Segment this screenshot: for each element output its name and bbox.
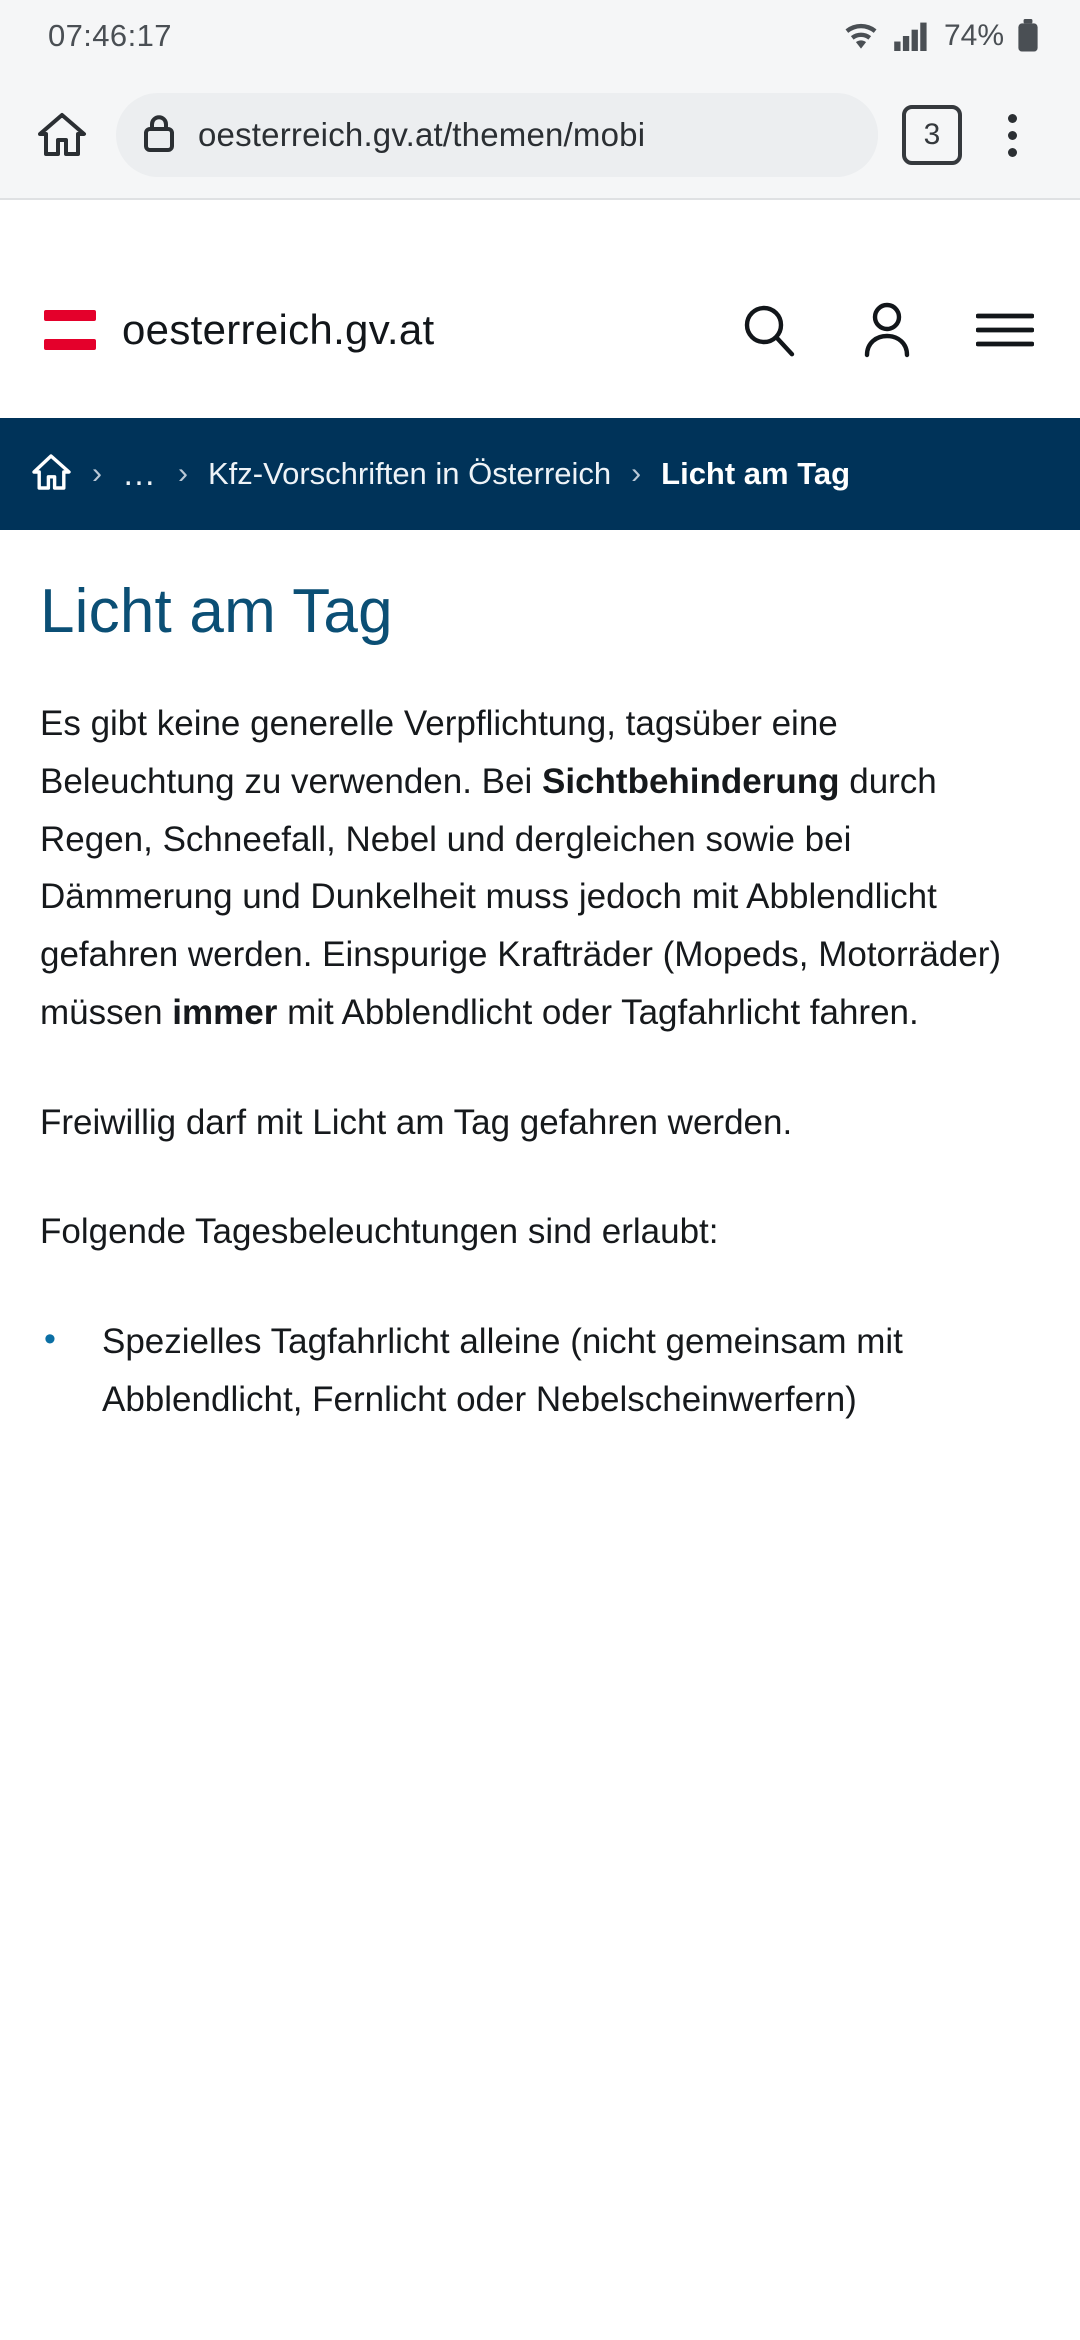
breadcrumb-separator: › (92, 457, 102, 490)
android-status-bar (0, 0, 1080, 72)
battery-icon (1016, 19, 1040, 53)
paragraph-1-bold-1: Sichtbehinderung (542, 761, 840, 801)
browser-toolbar (0, 72, 1080, 198)
status-indicators (842, 19, 1040, 53)
browser-menu-button[interactable] (980, 97, 1044, 173)
list-item: • Spezielles Tagfahrlicht alleine (nicht gemeinsam mit Abblendlicht, Fernlicht oder Nebelscheinwerfern) (40, 1313, 1040, 1429)
breadcrumb-separator: › (631, 457, 642, 490)
article-content (0, 530, 1080, 1429)
breadcrumb-separator: › (178, 457, 188, 490)
lock-icon (142, 113, 176, 158)
site-brand-name: oesterreich.gv.at (122, 306, 435, 353)
paragraph-1-bold-2: immer (172, 992, 278, 1032)
austria-flag-icon (44, 310, 96, 350)
url-bar[interactable] (116, 93, 878, 177)
hamburger-menu-icon[interactable] (974, 299, 1036, 361)
status-clock: 07:46:17 (48, 18, 172, 53)
search-icon[interactable] (738, 299, 800, 361)
breadcrumb-ellipsis[interactable]: … (122, 454, 158, 493)
site-logo-link[interactable] (44, 306, 738, 354)
paragraph-2: Freiwillig darf mit Licht am Tag gefahren werden. (40, 1102, 793, 1142)
page-top-spacer (0, 200, 1080, 242)
breadcrumb (0, 418, 1080, 530)
allowed-lights-list (40, 1313, 1040, 1429)
wifi-icon (842, 21, 880, 51)
breadcrumb-item-kfz-vorschriften[interactable]: Kfz-Vorschriften in Österreich (208, 456, 612, 491)
user-account-icon[interactable] (856, 299, 918, 361)
signal-icon (892, 21, 928, 51)
url-text: oesterreich.gv.at/themen/mobi (198, 116, 646, 153)
paragraph-1-part-2: durch Regen, Schneefall, Nebel und dergleichen sowie bei Dämmerung und Dunkelheit muss jedoch mit Abblendlicht gefahren werden. Einspurige Krafträder (Mopeds, Motorräder) müssen (40, 761, 1002, 1032)
paragraph-1 (40, 695, 1040, 1042)
battery-percent-label: 74% (943, 19, 1004, 52)
breadcrumb-home-icon[interactable] (30, 452, 72, 497)
page-title: Licht am Tag (40, 577, 393, 646)
paragraph-3: Folgende Tagesbeleuchtungen sind erlaubt: (40, 1212, 719, 1252)
site-header (0, 242, 1080, 418)
home-icon (36, 110, 88, 160)
home-button[interactable] (24, 97, 100, 173)
breadcrumb-item-current: Licht am Tag (661, 456, 851, 491)
tab-switcher-button[interactable]: 3 (902, 105, 962, 165)
paragraph-1-part-1: Es gibt keine generelle Verpflichtung, tagsüber eine Beleuchtung zu verwenden. Bei (40, 704, 838, 801)
paragraph-1-part-3: mit Abblendlicht oder Tagfahrlicht fahren. (277, 992, 919, 1032)
overflow-menu-icon (1008, 114, 1017, 123)
header-actions (738, 299, 1036, 361)
